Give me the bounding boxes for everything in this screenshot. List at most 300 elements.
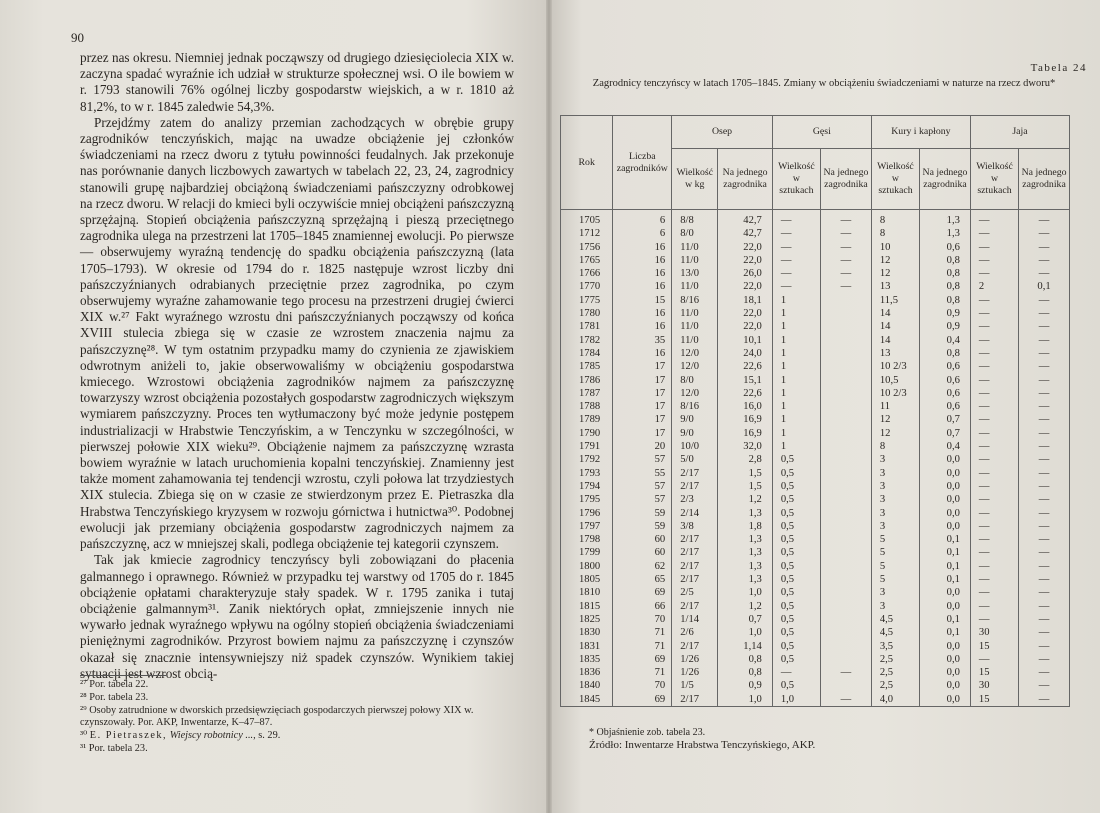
cell-liczba: 16 [613,267,672,280]
cell-jaja-sztuki: 30 [970,626,1018,639]
cell-osep-kg: 11/0 [672,320,718,333]
cell-osep-kg: 2/17 [672,640,718,653]
cell-gesi-sztuki: 0,5 [772,507,820,520]
cell-liczba: 17 [613,400,672,413]
cell-osep-na-jednego: 0,9 [718,679,772,692]
book-gutter [546,0,552,813]
cell-jaja-na-jednego: — [1019,679,1070,692]
cell-gesi-na-jednego [821,546,872,559]
cell-liczba: 70 [613,613,672,626]
cell-kury-na-jednego: 0,0 [920,453,971,466]
cell-jaja-na-jednego: — [1019,400,1070,413]
cell-gesi-na-jednego [821,626,872,639]
cell-gesi-na-jednego: — [821,254,872,267]
cell-gesi-na-jednego [821,400,872,413]
cell-liczba: 65 [613,573,672,586]
cell-kury-na-jednego: 0,6 [920,400,971,413]
cell-kury-sztuki: 4,5 [871,626,919,639]
cell-osep-kg: 2/17 [672,546,718,559]
cell-liczba: 69 [613,693,672,707]
cell-jaja-na-jednego: — [1019,533,1070,546]
cell-osep-kg: 2/6 [672,626,718,639]
cell-jaja-na-jednego: — [1019,360,1070,373]
cell-kury-na-jednego: 0,0 [920,467,971,480]
cell-kury-sztuki: 10 2/3 [871,360,919,373]
cell-kury-na-jednego: 0,1 [920,573,971,586]
cell-gesi-na-jednego: — [821,227,872,240]
cell-rok: 1815 [561,600,613,613]
cell-osep-na-jednego: 10,1 [718,334,772,347]
cell-osep-na-jednego: 1,3 [718,573,772,586]
cell-osep-kg: 11/0 [672,254,718,267]
table-caption: Zagrodnicy tenczyńscy w latach 1705–1845. Zmiany w obciążeniu świadczeniami w naturze na rzecz dworu* [592,78,1056,89]
cell-kury-na-jednego: 0,0 [920,586,971,599]
cell-kury-na-jednego: 0,9 [920,320,971,333]
cell-kury-na-jednego: 0,7 [920,413,971,426]
cell-kury-sztuki: 10,5 [871,374,919,387]
cell-liczba: 71 [613,626,672,639]
cell-liczba: 69 [613,586,672,599]
table-row [561,413,1070,426]
cell-osep-kg: 1/26 [672,666,718,679]
cell-jaja-na-jednego: — [1019,254,1070,267]
cell-osep-na-jednego: 16,9 [718,427,772,440]
table-row [561,400,1070,413]
cell-gesi-na-jednego [821,493,872,506]
cell-gesi-sztuki: 0,5 [772,626,820,639]
table-row [561,679,1070,692]
cell-gesi-na-jednego [821,613,872,626]
table-row [561,507,1070,520]
cell-jaja-na-jednego: — [1019,613,1070,626]
header-gesi-na-jednego: Na jednego zagrodnika [821,149,872,210]
cell-liczba: 57 [613,453,672,466]
cell-liczba: 60 [613,546,672,559]
cell-gesi-na-jednego: — [821,241,872,254]
cell-osep-na-jednego: 22,6 [718,387,772,400]
cell-gesi-sztuki: 0,5 [772,653,820,666]
cell-gesi-sztuki: 1 [772,294,820,307]
cell-gesi-sztuki: — [772,280,820,293]
cell-jaja-sztuki: — [970,387,1018,400]
cell-gesi-sztuki: 0,5 [772,573,820,586]
cell-rok: 1836 [561,666,613,679]
cell-kury-na-jednego: 0,6 [920,360,971,373]
cell-gesi-na-jednego [821,440,872,453]
cell-gesi-sztuki: — [772,666,820,679]
table-row [561,653,1070,666]
header-jaja-na-jednego: Na jednego zagrodnika [1019,149,1070,210]
cell-jaja-sztuki: — [970,427,1018,440]
cell-liczba: 69 [613,653,672,666]
cell-osep-na-jednego: 16,0 [718,400,772,413]
footnote [80,730,520,743]
cell-liczba: 6 [613,227,672,240]
cell-liczba: 6 [613,210,672,228]
cell-liczba: 59 [613,507,672,520]
cell-kury-sztuki: 10 [871,241,919,254]
cell-kury-na-jednego: 0,0 [920,679,971,692]
cell-osep-kg: 2/17 [672,600,718,613]
cell-jaja-na-jednego: — [1019,640,1070,653]
cell-osep-na-jednego: 1,0 [718,693,772,707]
cell-jaja-sztuki: — [970,507,1018,520]
cell-jaja-na-jednego: — [1019,440,1070,453]
cell-jaja-na-jednego: — [1019,507,1070,520]
cell-liczba: 62 [613,560,672,573]
cell-rok: 1786 [561,374,613,387]
cell-jaja-sztuki: — [970,227,1018,240]
cell-kury-sztuki: 2,5 [871,679,919,692]
cell-gesi-na-jednego [821,347,872,360]
cell-liczba: 16 [613,254,672,267]
right-page [549,0,1100,813]
cell-jaja-na-jednego: — [1019,453,1070,466]
cell-rok: 1845 [561,693,613,707]
cell-liczba: 17 [613,360,672,373]
cell-kury-sztuki: 12 [871,413,919,426]
cell-liczba: 15 [613,294,672,307]
body-text [80,50,514,682]
table-row [561,600,1070,613]
table-row [561,241,1070,254]
cell-liczba: 20 [613,440,672,453]
cell-osep-kg: 8/16 [672,294,718,307]
cell-gesi-na-jednego [821,374,872,387]
cell-rok: 1770 [561,280,613,293]
cell-kury-sztuki: 4,0 [871,693,919,707]
cell-kury-na-jednego: 0,8 [920,254,971,267]
cell-jaja-na-jednego: — [1019,626,1070,639]
cell-gesi-sztuki: 0,5 [772,480,820,493]
cell-jaja-na-jednego: — [1019,307,1070,320]
footnotes [80,679,520,756]
cell-kury-sztuki: 4,5 [871,613,919,626]
cell-gesi-na-jednego [821,360,872,373]
cell-rok: 1830 [561,626,613,639]
cell-rok: 1756 [561,241,613,254]
cell-jaja-sztuki: — [970,400,1018,413]
cell-gesi-na-jednego: — [821,280,872,293]
cell-jaja-na-jednego: — [1019,520,1070,533]
cell-jaja-sztuki: — [970,360,1018,373]
cell-kury-sztuki: 11 [871,400,919,413]
cell-gesi-sztuki: 1 [772,400,820,413]
cell-osep-kg: 8/16 [672,400,718,413]
cell-kury-na-jednego: 0,8 [920,294,971,307]
cell-kury-na-jednego: 0,6 [920,387,971,400]
cell-rok: 1831 [561,640,613,653]
cell-osep-kg: 9/0 [672,427,718,440]
cell-osep-na-jednego: 0,7 [718,613,772,626]
cell-gesi-na-jednego [821,307,872,320]
cell-kury-sztuki: 10 2/3 [871,387,919,400]
cell-gesi-sztuki: — [772,254,820,267]
cell-osep-na-jednego: 1,3 [718,533,772,546]
cell-osep-na-jednego: 24,0 [718,347,772,360]
cell-kury-na-jednego: 0,4 [920,440,971,453]
table-row [561,693,1070,707]
table-row [561,546,1070,559]
cell-osep-kg: 11/0 [672,307,718,320]
cell-gesi-sztuki: 0,5 [772,520,820,533]
cell-jaja-na-jednego: 0,1 [1019,280,1070,293]
cell-jaja-sztuki: — [970,334,1018,347]
cell-rok: 1792 [561,453,613,466]
cell-osep-na-jednego: 1,3 [718,546,772,559]
cell-gesi-na-jednego [821,653,872,666]
cell-gesi-na-jednego: — [821,693,872,707]
cell-gesi-sztuki: 0,5 [772,613,820,626]
footnote: ²⁷ Por. tabela 22. [80,679,149,690]
header-osep: Osep [672,116,773,149]
cell-gesi-sztuki: 1 [772,427,820,440]
cell-gesi-sztuki: 0,5 [772,467,820,480]
cell-kury-na-jednego: 0,9 [920,307,971,320]
cell-jaja-na-jednego: — [1019,600,1070,613]
cell-kury-na-jednego: 0,4 [920,334,971,347]
cell-osep-kg: 2/17 [672,560,718,573]
cell-gesi-na-jednego [821,586,872,599]
cell-kury-sztuki: 13 [871,347,919,360]
cell-gesi-na-jednego [821,520,872,533]
cell-osep-na-jednego: 22,0 [718,307,772,320]
cell-jaja-sztuki: — [970,374,1018,387]
footnote-number: ³⁰ [80,730,88,742]
cell-kury-sztuki: 5 [871,560,919,573]
cell-kury-na-jednego: 0,0 [920,693,971,707]
table-row [561,480,1070,493]
cell-kury-na-jednego: 0,1 [920,533,971,546]
footnote: ²⁹ Osoby zatrudnione w dworskich przedsięwzięciach gospodarczych pierwszej połowy XIX w. czynszowały. Por. AKP, Inwentarze, K–47–87. [80,704,474,729]
cell-jaja-na-jednego: — [1019,653,1070,666]
table-row [561,387,1070,400]
cell-gesi-sztuki: 1 [772,307,820,320]
cell-osep-na-jednego: 16,9 [718,413,772,426]
cell-osep-na-jednego: 2,8 [718,453,772,466]
cell-kury-na-jednego: 0,1 [920,613,971,626]
table-row [561,573,1070,586]
cell-gesi-sztuki: 1 [772,334,820,347]
cell-gesi-sztuki: 0,5 [772,600,820,613]
cell-osep-na-jednego: 15,1 [718,374,772,387]
cell-kury-na-jednego: 0,8 [920,280,971,293]
cell-kury-na-jednego: 0,1 [920,546,971,559]
cell-osep-kg: 3/8 [672,520,718,533]
cell-liczba: 60 [613,533,672,546]
cell-kury-sztuki: 5 [871,573,919,586]
cell-gesi-na-jednego [821,573,872,586]
table-row [561,520,1070,533]
cell-osep-kg: 2/3 [672,493,718,506]
cell-kury-na-jednego: 0,0 [920,480,971,493]
table-row [561,586,1070,599]
cell-gesi-sztuki: 0,5 [772,586,820,599]
table-row [561,210,1070,228]
table-source: Źródło: Inwentarze Hrabstwa Tenczyńskiego, AKP. [589,739,816,751]
header-jaja: Jaja [970,116,1069,149]
page-number: 90 [71,30,84,45]
cell-jaja-sztuki: — [970,653,1018,666]
cell-rok: 1795 [561,493,613,506]
table-row [561,254,1070,267]
cell-jaja-sztuki: 15 [970,693,1018,707]
footnote: ³¹ Por. tabela 23. [80,742,148,754]
cell-rok: 1784 [561,347,613,360]
cell-liczba: 17 [613,427,672,440]
cell-kury-na-jednego: 0,6 [920,241,971,254]
cell-kury-sztuki: 3,5 [871,640,919,653]
cell-rok: 1788 [561,400,613,413]
footnote-rule [80,675,166,676]
cell-jaja-sztuki: — [970,467,1018,480]
cell-osep-na-jednego: 1,5 [718,467,772,480]
cell-osep-kg: 12/0 [672,387,718,400]
cell-osep-kg: 11/0 [672,334,718,347]
cell-kury-sztuki: 3 [871,453,919,466]
cell-osep-kg: 2/14 [672,507,718,520]
cell-rok: 1794 [561,480,613,493]
cell-osep-kg: 2/17 [672,480,718,493]
cell-gesi-na-jednego [821,387,872,400]
cell-gesi-sztuki: 1,0 [772,693,820,707]
cell-gesi-na-jednego [821,413,872,426]
cell-osep-na-jednego: 26,0 [718,267,772,280]
table-row [561,294,1070,307]
table-row [561,280,1070,293]
cell-gesi-na-jednego: — [821,666,872,679]
cell-kury-na-jednego: 1,3 [920,227,971,240]
cell-osep-na-jednego: 1,3 [718,507,772,520]
cell-rok: 1775 [561,294,613,307]
header-kury-wielkosc: Wielkość w sztukach [871,149,919,210]
footnote-pages: s. 29. [255,730,281,742]
cell-osep-na-jednego: 18,1 [718,294,772,307]
cell-osep-kg: 13/0 [672,267,718,280]
table-row [561,613,1070,626]
cell-kury-sztuki: 3 [871,520,919,533]
cell-osep-na-jednego: 22,0 [718,254,772,267]
cell-rok: 1789 [561,413,613,426]
cell-jaja-sztuki: — [970,533,1018,546]
cell-jaja-sztuki: — [970,453,1018,466]
cell-gesi-sztuki: 0,5 [772,640,820,653]
cell-kury-sztuki: 14 [871,334,919,347]
table-row [561,320,1070,333]
table-body [561,210,1070,707]
cell-kury-sztuki: 3 [871,493,919,506]
cell-gesi-sztuki: 0,5 [772,546,820,559]
cell-gesi-sztuki: — [772,267,820,280]
cell-kury-na-jednego: 0,0 [920,520,971,533]
cell-gesi-sztuki: 0,5 [772,453,820,466]
cell-liczba: 17 [613,374,672,387]
cell-osep-na-jednego: 1,8 [718,520,772,533]
cell-gesi-sztuki: 1 [772,440,820,453]
cell-rok: 1712 [561,227,613,240]
cell-gesi-na-jednego [821,294,872,307]
cell-jaja-sztuki: — [970,480,1018,493]
cell-gesi-sztuki: 0,5 [772,533,820,546]
cell-osep-na-jednego: 1,2 [718,493,772,506]
cell-rok: 1840 [561,679,613,692]
cell-gesi-na-jednego [821,467,872,480]
data-table [560,115,1070,707]
cell-jaja-na-jednego: — [1019,467,1070,480]
table-row [561,427,1070,440]
table-row [561,560,1070,573]
cell-jaja-na-jednego: — [1019,573,1070,586]
cell-liczba: 71 [613,640,672,653]
cell-osep-kg: 12/0 [672,360,718,373]
left-page [0,0,549,813]
table-row [561,227,1070,240]
header-gesi-wielkosc: Wielkość w sztukach [772,149,820,210]
cell-jaja-na-jednego: — [1019,560,1070,573]
cell-osep-kg: 9/0 [672,413,718,426]
cell-rok: 1782 [561,334,613,347]
cell-gesi-na-jednego: — [821,210,872,228]
cell-liczba: 35 [613,334,672,347]
cell-gesi-na-jednego [821,679,872,692]
cell-jaja-sztuki: — [970,613,1018,626]
cell-osep-na-jednego: 1,0 [718,626,772,639]
cell-liczba: 55 [613,467,672,480]
cell-jaja-sztuki: 30 [970,679,1018,692]
cell-kury-na-jednego: 0,8 [920,347,971,360]
footnote-title: Wiejscy robotnicy ..., [169,730,256,742]
cell-jaja-na-jednego: — [1019,374,1070,387]
table-row [561,307,1070,320]
paragraph: przez nas okresu. Niemniej jednak począwszy od drugiego dziesięciolecia XIX w. zaczyna spadać wyraźnie ich udział w strukturze społecznej wsi. O ile bowiem w r. 1793 stanowili 76% ogólnej liczby gospodarstw wiejskich, a w r. 1810 aż 81,2%, to w r. 1845 zaledwie 54,3%. [80,50,514,114]
table-row [561,334,1070,347]
cell-liczba: 16 [613,320,672,333]
table-row [561,453,1070,466]
cell-gesi-sztuki: — [772,227,820,240]
cell-rok: 1800 [561,560,613,573]
table-row [561,360,1070,373]
cell-gesi-sztuki: 0,5 [772,679,820,692]
cell-kury-sztuki: 12 [871,267,919,280]
cell-rok: 1793 [561,467,613,480]
cell-rok: 1766 [561,267,613,280]
cell-jaja-na-jednego: — [1019,241,1070,254]
cell-jaja-sztuki: — [970,546,1018,559]
cell-jaja-sztuki: — [970,413,1018,426]
cell-gesi-sztuki: 1 [772,320,820,333]
header-rok: Rok [561,116,613,210]
cell-rok: 1705 [561,210,613,228]
cell-liczba: 16 [613,347,672,360]
cell-jaja-sztuki: — [970,493,1018,506]
cell-jaja-sztuki: — [970,254,1018,267]
cell-rok: 1790 [561,427,613,440]
cell-jaja-sztuki: — [970,520,1018,533]
cell-gesi-sztuki: 1 [772,374,820,387]
cell-jaja-na-jednego: — [1019,693,1070,707]
cell-gesi-na-jednego [821,507,872,520]
cell-jaja-sztuki: 15 [970,640,1018,653]
cell-liczba: 59 [613,520,672,533]
cell-rok: 1796 [561,507,613,520]
cell-jaja-na-jednego: — [1019,413,1070,426]
cell-kury-na-jednego: 0,0 [920,666,971,679]
cell-rok: 1797 [561,520,613,533]
cell-rok: 1835 [561,653,613,666]
cell-kury-na-jednego: 0,0 [920,493,971,506]
cell-jaja-na-jednego: — [1019,546,1070,559]
cell-gesi-sztuki: — [772,241,820,254]
